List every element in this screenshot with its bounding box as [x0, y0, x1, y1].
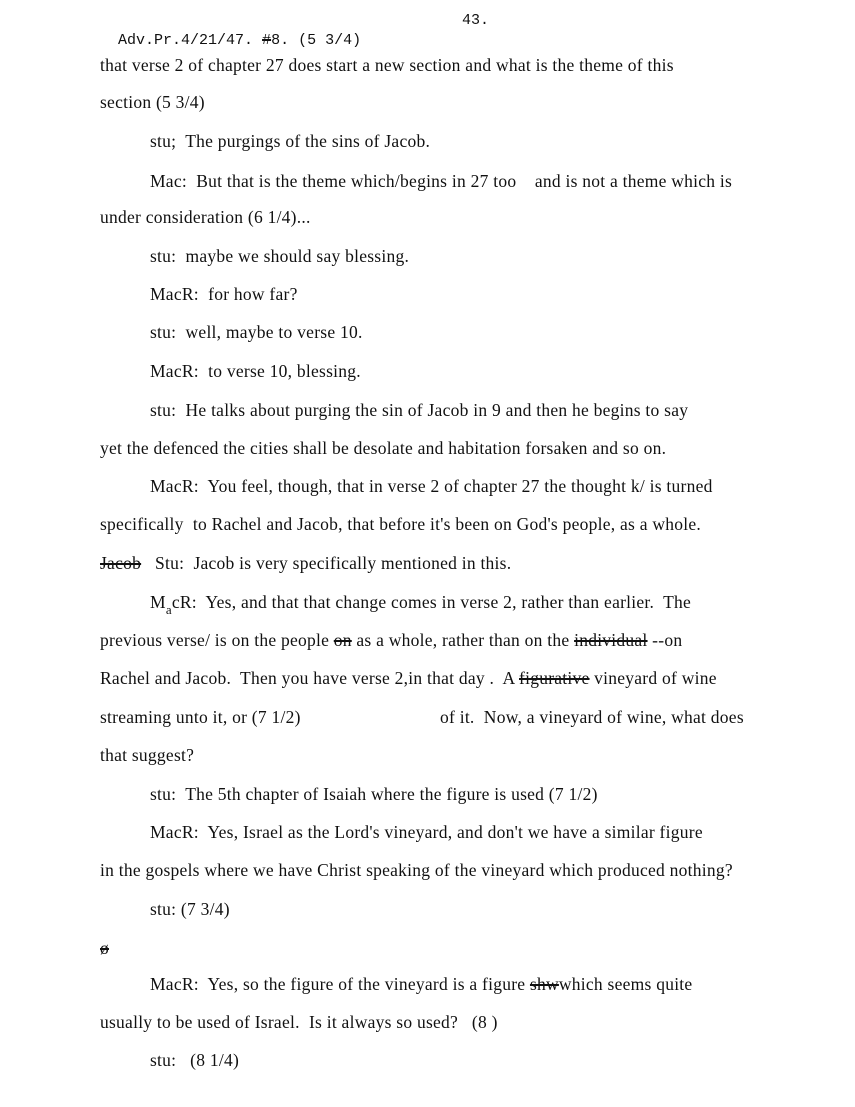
transcript-line [100, 745, 194, 765]
transcript-line [100, 207, 311, 227]
transcript-line [100, 514, 701, 534]
header-ref: Adv.Pr.4/21/47. [118, 32, 263, 49]
line-text: MacR: to verse 10, blessing. [150, 361, 361, 381]
struck-text: shw [529, 974, 559, 994]
line-text: yet the defenced the cities shall be desolate and habitation forsaken and so on. [100, 438, 667, 458]
transcript-line [150, 131, 430, 151]
line-text: MacR: Yes, so the figure of the vineyard is a figure [150, 974, 530, 994]
line-text: a [165, 602, 172, 617]
transcript-line [100, 55, 674, 75]
line-text: previous verse/ is on the people [100, 630, 334, 650]
transcript-line [150, 322, 363, 342]
line-text: MacR: Yes, Israel as the Lord's vineyard, and don't we have a similar figure [150, 822, 703, 842]
transcript-line [100, 860, 733, 880]
line-text: Rachel and Jacob. Then you have verse 2,in that day . A [100, 668, 519, 688]
header-ref-suffix: 8. (5 3/4) [271, 32, 362, 49]
line-text: --on [647, 630, 683, 650]
transcript-line [150, 1050, 239, 1070]
transcript-line [150, 899, 230, 919]
line-text: that suggest? [100, 745, 195, 765]
transcript-line [100, 1012, 498, 1032]
transcript-line [150, 246, 409, 266]
line-text: vineyard of wine [589, 668, 717, 688]
line-text-continuation: of it. Now, a vineyard of wine, what does [440, 707, 744, 727]
transcript-line [150, 171, 732, 191]
transcript-line [100, 553, 511, 573]
transcript-line [100, 438, 666, 458]
line-text: section (5 3/4) [100, 92, 205, 112]
struck-text: individual [574, 630, 648, 650]
line-text: stu: He talks about purging the sin of Jacob in 9 and then he begins to say [150, 400, 689, 420]
line-text: M [150, 592, 166, 612]
transcript-line [150, 822, 703, 842]
transcript-line [150, 592, 692, 617]
transcript-line [150, 784, 598, 804]
line-text: specifically to Rachel and Jacob, that before it's been on God's people, as a whole. [100, 514, 701, 534]
line-text: under consideration (6 1/4)... [100, 207, 311, 227]
line-text: Stu: Jacob is very specifically mentioned in this. [141, 553, 512, 573]
line-text: stu: The 5th chapter of Isaiah where the figure is used (7 1/2) [150, 784, 598, 804]
line-text: stu: (8 1/4) [150, 1050, 240, 1070]
header-struck-mark: # [262, 32, 272, 49]
transcript-line [100, 92, 205, 112]
line-text: Mac: But that is the theme which/begins in 27 too and is not a theme which is [150, 171, 733, 191]
transcript-line [100, 938, 109, 958]
transcript-line [150, 284, 298, 304]
line-text: usually to be used of Israel. Is it always so used? (8 ) [100, 1012, 498, 1032]
line-text: stu: (7 3/4) [150, 899, 230, 919]
page-number: 43. [462, 12, 490, 29]
struck-text: on [333, 630, 352, 650]
line-text: as a whole, rather than on the [351, 630, 575, 650]
struck-text: figurative [519, 668, 590, 688]
transcript-line [100, 707, 301, 727]
transcript-line [150, 476, 713, 496]
line-text: MacR: You feel, though, that in verse 2 of chapter 27 the thought k/ is turned [150, 476, 713, 496]
transcript-line [100, 630, 682, 650]
page-header [100, 11, 361, 51]
transcript-line [150, 361, 361, 381]
line-text: MacR: for how far? [150, 284, 298, 304]
line-text: that verse 2 of chapter 27 does start a new section and what is the theme of this [100, 55, 674, 75]
transcript-line [100, 668, 717, 688]
struck-text: Jacob [100, 553, 142, 573]
line-text: cR: Yes, and that that change comes in verse 2, rather than earlier. The [171, 592, 692, 612]
line-text: stu: well, maybe to verse 10. [150, 322, 363, 342]
line-text: stu: maybe we should say blessing. [150, 246, 410, 266]
line-text: streaming unto it, or (7 1/2) [100, 707, 301, 727]
line-text: stu; The purgings of the sins of Jacob. [150, 131, 431, 151]
transcript-line [150, 400, 688, 420]
line-text: which seems quite [558, 974, 693, 994]
line-text: in the gospels where we have Christ speaking of the vineyard which produced nothing? [100, 860, 733, 880]
struck-text: ø [100, 938, 109, 958]
transcript-line [150, 974, 692, 994]
